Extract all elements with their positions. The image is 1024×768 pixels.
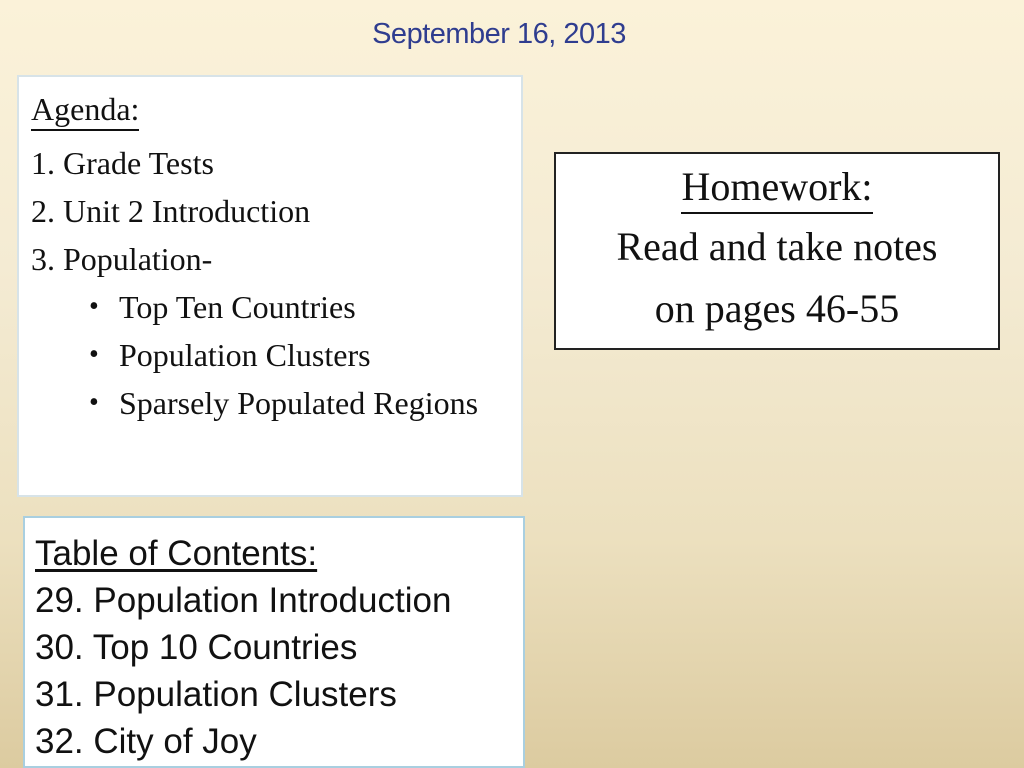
slide-title: September 16, 2013: [372, 18, 626, 50]
bullet-icon: •: [89, 387, 99, 418]
homework-line: Read and take notes: [616, 224, 938, 269]
toc-item: 31. Population Clusters: [35, 675, 397, 714]
agenda-item-unit-2-introduction: 2. Unit 2 Introduction: [31, 193, 311, 229]
agenda-box: [17, 75, 523, 497]
homework-box: [554, 152, 1000, 350]
bullet-icon: •: [89, 339, 99, 370]
homework-heading: Homework:: [681, 162, 872, 214]
agenda-item-grade-tests: 1. Grade Tests: [31, 145, 214, 181]
toc-item: 29. Population Introduction: [35, 581, 452, 620]
toc-heading: Table of Contents:: [35, 534, 318, 573]
bullet-icon: •: [89, 291, 99, 322]
agenda-subitem-label: Top Ten Countries: [119, 289, 356, 325]
toc-item: 32. City of Joy: [35, 722, 257, 761]
agenda-item-population: 3. Population-: [31, 241, 213, 277]
toc-item: 30. Top 10 Countries: [35, 628, 358, 667]
agenda-subitem-label: Sparsely Populated Regions: [119, 385, 479, 421]
agenda-subitem-label: Population Clusters: [119, 337, 371, 373]
agenda-subitem-population-clusters: [31, 331, 509, 379]
agenda-heading: Agenda:: [31, 89, 139, 131]
table-of-contents-box: [23, 516, 525, 768]
agenda-subitem-top-ten-countries: [31, 283, 509, 331]
agenda-subitem-sparsely-populated-regions: [31, 379, 509, 427]
homework-line: on pages 46-55: [654, 286, 900, 331]
